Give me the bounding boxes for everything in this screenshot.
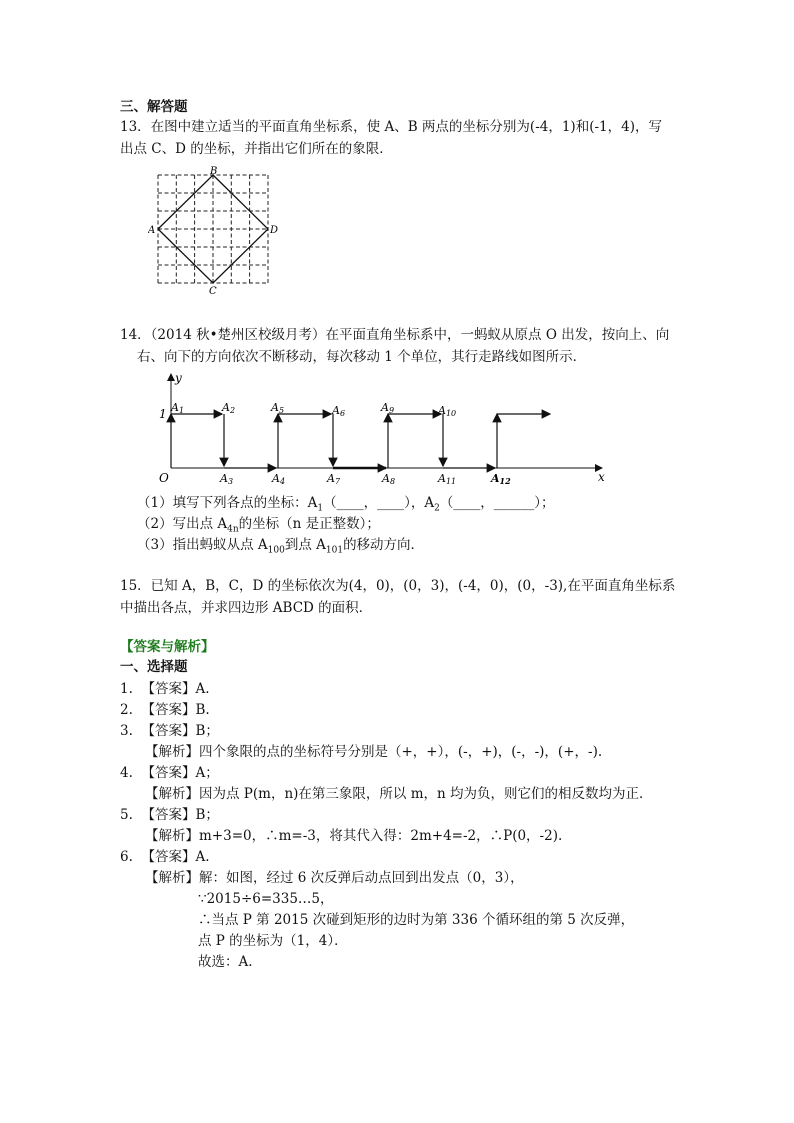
section-answer: 【答案与解析】 bbox=[120, 639, 215, 655]
label-a8: A8 bbox=[382, 472, 396, 486]
answer-5: 5. 【答案】B； bbox=[120, 807, 219, 823]
q14-line2: 右、向下的方向依次不断移动，每次移动 1 个单位，其行走路线如图所示． bbox=[137, 349, 587, 365]
label-a10: A10 bbox=[438, 404, 457, 418]
answer-3: 3. 【答案】B； bbox=[120, 723, 219, 739]
point-label-c: C bbox=[209, 286, 217, 297]
analysis-6-line5: 故选：A. bbox=[198, 954, 253, 970]
label-a11: A11 bbox=[438, 472, 457, 486]
q15-line1: 15．已知 A，B，C，D 的坐标依次为(4，0)，(0，3)，(-4，0)，(0，-3),在平面直角坐标系 bbox=[120, 578, 676, 594]
label-a4: A4 bbox=[272, 472, 286, 486]
point-label-d: D bbox=[270, 225, 279, 236]
label-a9: A9 bbox=[381, 401, 395, 415]
q13-grid-figure bbox=[148, 165, 282, 297]
point-label-a: A bbox=[148, 225, 156, 236]
label-a6: A6 bbox=[332, 404, 346, 418]
label-a5: A5 bbox=[271, 401, 285, 415]
unit-label: 1 bbox=[159, 407, 167, 421]
q15-line2: 中描出各点，并求四边形 ABCD 的面积． bbox=[120, 600, 373, 616]
analysis-6: 【解析】解：如图，经过 6 次反弹后动点回到出发点（0，3）， bbox=[145, 870, 524, 886]
label-a12: A12 bbox=[491, 472, 511, 486]
label-a3: A3 bbox=[220, 472, 234, 486]
q14-sub2: （2）写出点 $A_{4n}$的坐标（n 是正整数）； bbox=[137, 516, 380, 535]
analysis-6-line4: 点 P 的坐标为（1，4）． bbox=[198, 933, 348, 949]
analysis-6-line3: ∴当点 P 第 2015 次碰到矩形的边时为第 336 个循环组的第 5 次反弹， bbox=[198, 912, 635, 928]
answer-1: 1. 【答案】A. bbox=[120, 681, 210, 697]
analysis-6-line2: ∵2015÷6=335…5， bbox=[198, 891, 334, 907]
q13-line2: 出点 C、D 的坐标，并指出它们所在的象限． bbox=[120, 141, 393, 157]
answer-4: 4. 【答案】A； bbox=[120, 765, 219, 781]
origin-label: O bbox=[159, 471, 169, 485]
q14-sub1: （1）填写下列各点的坐标：$A_1(\_\_\_\_$，____），$A_2(\_\_\_\_$，______）； bbox=[137, 495, 555, 514]
label-a2: A2 bbox=[222, 401, 236, 415]
y-axis-label: y bbox=[175, 371, 182, 385]
x-axis-label: x bbox=[598, 470, 605, 484]
section-solve: 三、解答题 bbox=[120, 99, 188, 115]
label-a1: A1 bbox=[171, 401, 185, 415]
section-choice: 一、选择题 bbox=[120, 659, 188, 675]
point-label-b: B bbox=[210, 166, 218, 177]
answer-2: 2. 【答案】B. bbox=[120, 702, 210, 718]
q14-path-figure bbox=[150, 368, 620, 490]
analysis-4: 【解析】因为点 P(m，n)在第三象限，所以 m，n 均为负，则它们的相反数均为正． bbox=[145, 786, 653, 802]
q14-line1: 14．（2014 秋•楚州区校级月考）在平面直角坐标系中，一蚂蚁从原点 O 出发，按向上、向 bbox=[120, 327, 670, 343]
analysis-5: 【解析】m+3=0，∴m=-3，将其代入得：2m+4=-2，∴P(0，-2). bbox=[145, 828, 563, 844]
analysis-3: 【解析】四个象限的点的坐标符号分别是（+，+），(-，+)，(-，-)，(+，-). bbox=[145, 744, 603, 760]
q13-line1: 13．在图中建立适当的平面直角坐标系，使 A、B 两点的坐标分别为(-4，1)和(-1，4)，写 bbox=[120, 119, 662, 135]
q14-sub3: （3）指出蚂蚁从点 $A_{100}$到点 $A_{101}$的移动方向． bbox=[137, 537, 425, 556]
label-a7: A7 bbox=[327, 472, 341, 486]
answer-6: 6. 【答案】A. bbox=[120, 849, 210, 865]
